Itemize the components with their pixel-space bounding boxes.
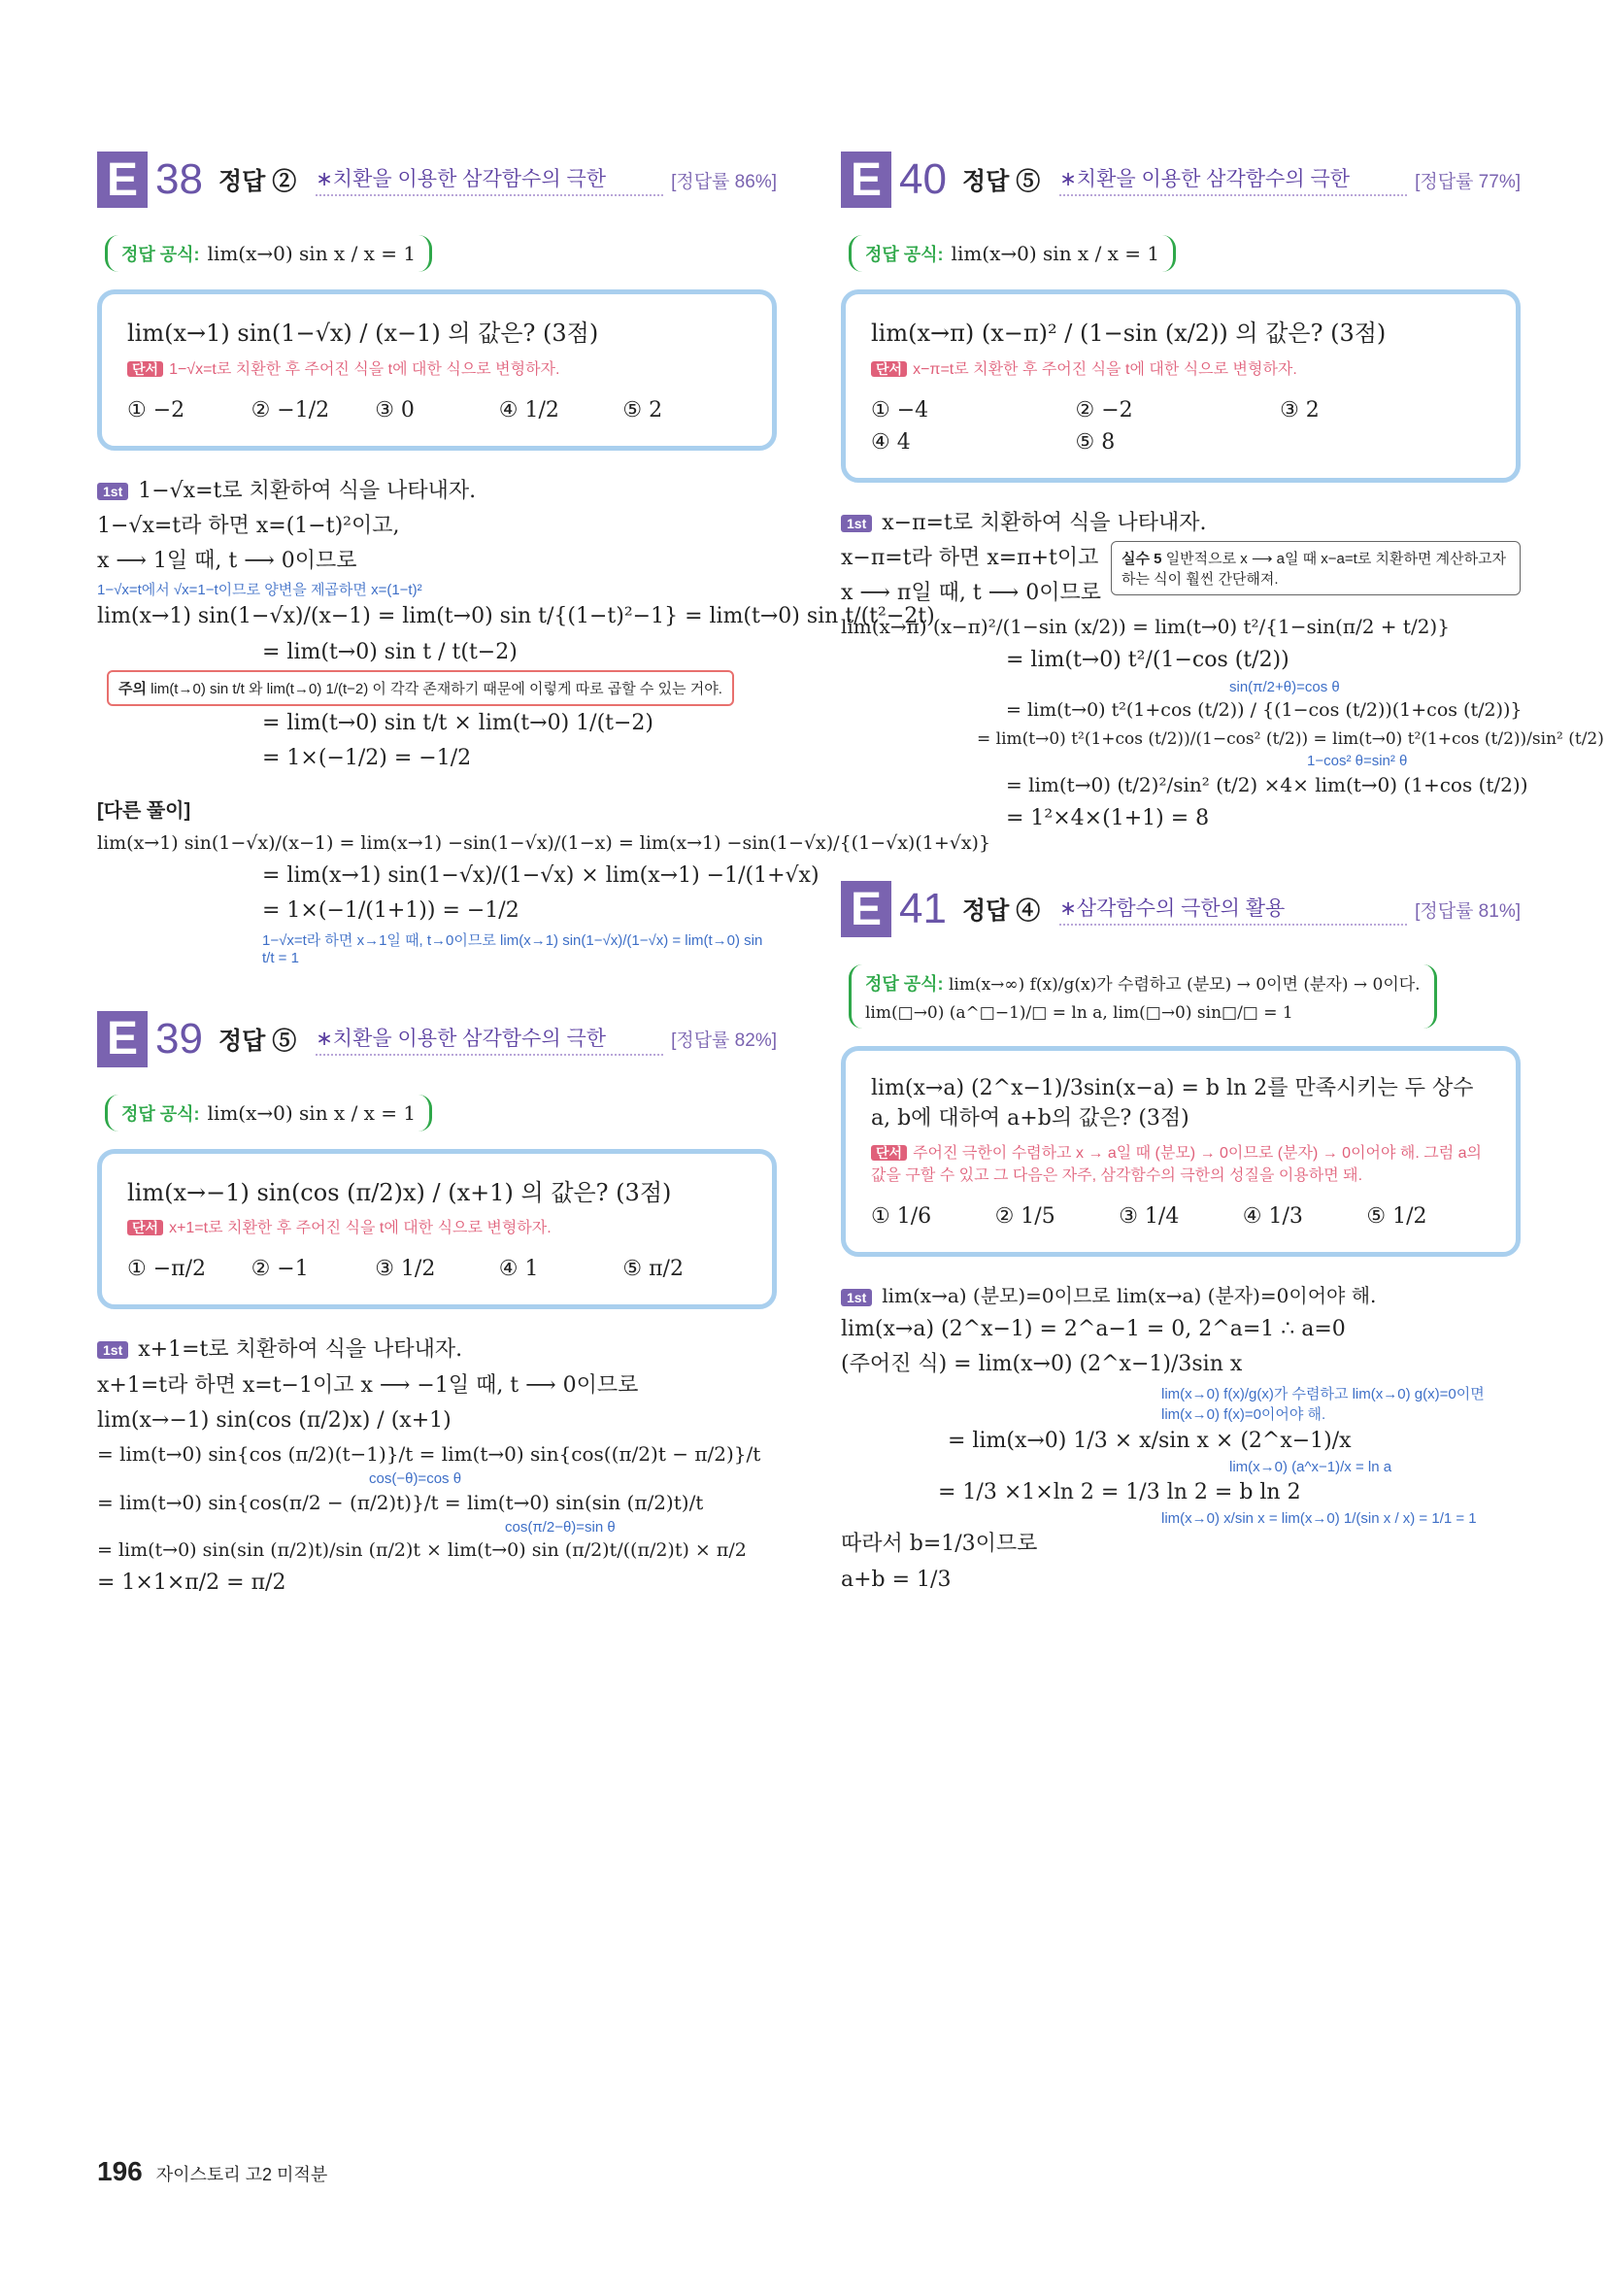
solution-line: a+b = 1/3 [841,1567,952,1592]
step-tag: 1st [841,1289,872,1306]
hint-text: 주어진 극한이 수렴하고 x → a일 때 (분모) → 0이므로 (분자) → 0이어야 해. 그럼 a의 값을 구할 수 있고 그 다음은 자주, 삼각함수의 극한의 성질을 이용하면 돼. [871,1145,1482,1185]
problem-number: 38 [155,155,203,203]
problem-number: 41 [899,885,947,933]
section-box: E [841,152,891,208]
choice-3: ③ 0 [375,397,415,422]
solution-line: = 1²×4×(1+1) = 8 [1006,806,1210,831]
solution-line: = 1×(−1/2) = −1/2 [262,746,472,771]
note: cos(−θ)=cos θ [369,1470,462,1488]
step-tag: 1st [97,483,128,500]
solution-line: x−π=t라 하면 x=π+t이고 [841,545,1099,570]
solution [841,1280,1521,1598]
choice-2: ② 1/5 [994,1204,1055,1230]
problem-38-header [97,146,777,214]
hint [127,356,747,379]
choice-5: ⑤ 1/2 [1366,1204,1427,1230]
step-title: 1−√x=t로 치환하여 식을 나타내자. [138,478,477,503]
hint-tag: 단서 [871,1145,907,1161]
choice-1: ① −4 [871,397,929,422]
hint-tag: 단서 [127,1220,163,1235]
choices [127,394,747,426]
solution-line: lim(x→1) sin(1−√x)/(x−1) = lim(t→0) sin t/{(1−t)²−1} = lim(t→0) sin t/(t²−2t) [97,604,935,629]
choice-1: ① −2 [127,397,185,422]
solution-line: 따라서 b=1/3이므로 [841,1532,1038,1557]
topic: ∗삼각함수의 극한의 활용 [1059,893,1407,926]
solution-line: x+1=t라 하면 x=t−1이고 x ⟶ −1일 때, t ⟶ 0이므로 [97,1372,639,1398]
problem-41-header [841,875,1521,943]
formula-2: lim(□→0) (a^□−1)/□ = ln a, lim(□→0) sin□/□ = 1 [865,1003,1293,1024]
topic: ∗치환을 이용한 삼각함수의 극한 [316,163,663,196]
choice-5: ⑤ π/2 [622,1257,684,1282]
note: sin(π/2+θ)=cos θ [1229,678,1340,695]
question-box [841,1046,1521,1257]
caution-box [107,670,734,706]
formula-label: 정답 공식: [121,1103,200,1124]
section-box: E [841,881,891,937]
hint [127,1215,747,1237]
hint-text: x−π=t로 치환한 후 주어진 식을 t에 대한 식으로 변형하자. [913,360,1297,378]
note: lim(x→0) f(x)/g(x)가 수렴하고 lim(x→0) g(x)=0이면 lim(x→0) f(x)=0이어야 해. [1161,1385,1485,1423]
step-title: x−π=t로 치환하여 식을 나타내자. [882,510,1207,535]
formula-label: 정답 공식: [865,245,944,264]
correct-rate: [정답률 81%] [1415,900,1521,922]
choice-1: ① −π/2 [127,1257,207,1282]
choice-4: ④ 1 [498,1257,539,1282]
alt-line: = 1×(−1/(1+1)) = −1/2 [262,898,519,924]
question: lim(x→1) sin(1−√x) / (x−1) 의 값은? (3점) [127,320,599,347]
solution-line: = lim(t→0) sin(sin (π/2)t)/sin (π/2)t × lim(t→0) sin (π/2)t/((π/2)t) × π/2 [97,1539,747,1562]
step-title: x+1=t로 치환하여 식을 나타내자. [138,1337,463,1363]
solution-line: 1−√x=t라 하면 x=(1−t)²이고, [97,513,400,538]
hint-text: x+1=t로 치환한 후 주어진 식을 t에 대한 식으로 변형하자. [169,1220,552,1237]
alt-line: = lim(x→1) sin(1−√x)/(1−√x) × lim(x→1) −1/(1+√x) [262,863,820,889]
alt-solution-title: [다른 풀이] [97,799,191,822]
section-box: E [97,1011,148,1067]
formula-bracket [849,964,1437,1029]
problem-40-header [841,146,1521,214]
problem-number: 39 [155,1014,203,1063]
solution-line: = lim(t→0) (t/2)²/sin² (t/2) ×4× lim(t→0) (1+cos (t/2)) [1006,773,1528,797]
note: 1−cos² θ=sin² θ [1307,753,1408,770]
step-title: lim(x→a) (분모)=0이므로 lim(x→a) (분자)=0이어야 해. [882,1284,1377,1308]
choice-1: ① 1/6 [871,1204,932,1230]
choice-3: ③ 1/4 [1119,1204,1180,1230]
choice-3: ③ 2 [1280,397,1320,422]
answer: 정답 ⑤ [218,1027,297,1055]
solution-line: = lim(t→0) t²/(1−cos (t/2)) [1006,648,1289,673]
choice-5: ⑤ 8 [1075,429,1116,455]
formula-label: 정답 공식: [121,245,200,264]
solution-line: lim(x→−1) sin(cos (π/2)x) / (x+1) [97,1407,452,1433]
note: lim(x→0) (a^x−1)/x = ln a [1229,1458,1392,1475]
solution-line: lim(x→a) (2^x−1) = 2^a−1 = 0, 2^a=1 ∴ a=0 [841,1317,1346,1342]
question: lim(x→a) (2^x−1)/3sin(x−a) = b ln 2를 만족시키는 두 상수 a, b에 대하여 a+b의 값은? (3점) [871,1076,1474,1131]
solution-line: = lim(t→0) sin{cos (π/2)(t−1)}/t = lim(t→0) sin{cos((π/2)t − π/2)}/t [97,1442,761,1467]
solution-line: = 1/3 ×1×ln 2 = 1/3 ln 2 = b ln 2 [938,1479,1301,1504]
hint-tag: 단서 [127,361,163,377]
step-tag: 1st [841,515,872,532]
correct-rate: [정답률 82%] [671,1030,777,1052]
choice-4: ④ 1/3 [1242,1204,1303,1230]
tip-text: 일반적으로 x ⟶ a일 때 x−a=t로 치환하면 계산하고자 하는 식이 훨씬 간단해져. [1122,550,1507,588]
solution-line: (주어진 식) = lim(x→0) (2^x−1)/3sin x [841,1352,1243,1377]
right-column [841,146,1604,1598]
formula-bracket [849,235,1176,272]
solution-line: = lim(t→0) t²(1+cos (t/2))/(1−cos² (t/2)) = lim(t→0) t²(1+cos (t/2))/sin² (t/2) [977,729,1604,750]
solution-line: = lim(t→0) sin{cos(π/2 − (π/2)t)}/t = lim(t→0) sin(sin (π/2)t)/t [97,1491,704,1515]
question-box [97,1149,777,1310]
choices [871,1200,1490,1232]
formula: lim(x→0) sin x / x = 1 [207,1100,417,1125]
question: lim(x→π) (x−π)² / (1−sin (x/2)) 의 값은? (3점) [871,320,1387,347]
solution-line: = 1×1×π/2 = π/2 [97,1570,286,1596]
page-number: 196 [97,2156,143,2186]
question-box [841,289,1521,483]
choice-4: ④ 1/2 [498,397,559,422]
choice-2: ② −2 [1075,397,1133,422]
solution-line: = lim(x→0) 1/3 × x/sin x × (2^x−1)/x [948,1428,1352,1453]
note: cos(π/2−θ)=sin θ [505,1519,616,1536]
choice-2: ② −1/2 [251,397,330,422]
answer: 정답 ④ [961,897,1041,926]
formula-bracket [105,235,432,272]
tip-tag: 실수 5 [1122,550,1162,567]
section-box: E [97,152,148,208]
choice-3: ③ 1/2 [375,1257,436,1282]
choice-4: ④ 4 [871,429,911,455]
alt-line: lim(x→1) sin(1−√x)/(x−1) = lim(x→1) −sin(1−√x)/(1−x) = lim(x→1) −sin(1−√x)/{(1−√x)(1+√x)} [97,831,991,854]
caution-tag: 주의 [118,681,147,698]
formula: lim(x→0) sin x / x = 1 [951,242,1160,265]
question-box [97,289,777,451]
note: 1−√x=t에서 √x=1−t이므로 양변을 제곱하면 x=(1−t)² [97,582,422,599]
choice-5: ⑤ 2 [622,397,663,422]
solution-line: x ⟶ 1일 때, t ⟶ 0이므로 [97,549,357,574]
answer: 정답 ② [218,168,297,195]
note: lim(x→0) x/sin x = lim(x→0) 1/(sin x / x) = 1/1 = 1 [1161,1510,1477,1528]
formula: lim(x→0) sin x / x = 1 [207,242,417,265]
topic: ∗치환을 이용한 삼각함수의 극한 [316,1023,663,1056]
formula-bracket [105,1095,432,1131]
problem-39-header [97,1005,777,1073]
choices [871,394,1490,458]
caution-text: lim(t→0) sin t/t 와 lim(t→0) 1/(t−2) 이 각각 존재하기 때문에 이렇게 따로 곱할 수 있는 거야. [151,681,722,698]
answer: 정답 ⑤ [961,168,1041,195]
solution-line: x ⟶ π일 때, t ⟶ 0이므로 [841,581,1101,606]
solution-line: = lim(t→0) sin t/t × lim(t→0) 1/(t−2) [262,711,654,736]
hint [871,356,1490,379]
book-title: 자이스토리 고2 미적분 [155,2165,328,2184]
solution-line: = lim(t→0) t²(1+cos (t/2)) / {(1−cos (t/2))(1+cos (t/2))} [1006,698,1523,721]
correct-rate: [정답률 86%] [671,171,777,192]
hint-tag: 단서 [871,361,907,377]
choice-2: ② −1 [251,1257,309,1282]
choices [127,1253,747,1285]
topic: ∗치환을 이용한 삼각함수의 극한 [1059,163,1407,196]
formula-label: 정답 공식: [865,974,944,995]
hint-text: 1−√x=t로 치환한 후 주어진 식을 t에 대한 식으로 변형하자. [169,360,560,378]
solution [97,1333,777,1602]
tip-box [1111,541,1521,595]
note: 1−√x=t라 하면 x→1일 때, t→0이므로 lim(x→1) sin(1−√x)/(1−√x) = lim(t→0) sin t/t = 1 [262,931,763,966]
problem-number: 40 [899,155,947,203]
formula: lim(x→∞) f(x)/g(x)가 수렴하고 (분모) → 0이면 (분자) → 0이다. [948,975,1421,996]
step-tag: 1st [97,1341,128,1359]
correct-rate: [정답률 77%] [1415,171,1521,192]
hint [871,1140,1490,1185]
question: lim(x→−1) sin(cos (π/2)x) / (x+1) 의 값은? (3점) [127,1178,672,1206]
solution-line: = lim(t→0) sin t / t(t−2) [262,639,518,664]
page-footer [97,2156,327,2187]
solution-line: lim(x→π) (x−π)²/(1−sin (x/2)) = lim(t→0) t²/{1−sin(π/2 + t/2)} [841,615,1450,639]
solution [841,506,1604,837]
